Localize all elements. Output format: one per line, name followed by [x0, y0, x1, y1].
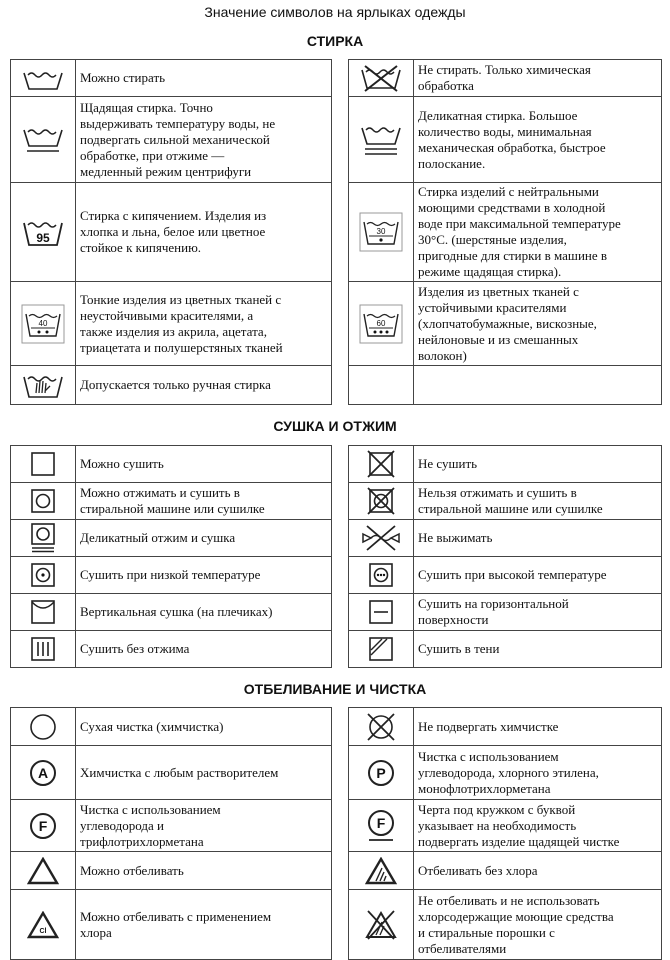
- triangle-cl-icon: [27, 911, 59, 939]
- table-row: [11, 183, 332, 282]
- wash-desc: Изделия из цветных тканей с устойчивыми красителями (хлопчатобумажные, вискозные, нейлоновые и из смешанных волокон): [418, 283, 597, 363]
- tumble-dry-icon: [30, 488, 56, 514]
- svg-text:F: F: [38, 817, 48, 834]
- svg-text:30: 30: [376, 227, 386, 236]
- table-row: [349, 594, 662, 631]
- clean-desc: Не подвергать химчистке: [418, 718, 559, 734]
- wash-desc: Не стирать. Только химическая обработка: [418, 62, 591, 93]
- no-tumble-dry-icon: [367, 487, 395, 515]
- bleach-table-left: [10, 707, 332, 960]
- drip-dry-icon: [30, 636, 56, 662]
- line-dry-icon: [30, 599, 56, 625]
- table-row: [349, 708, 662, 746]
- no-wash-icon: [359, 64, 403, 92]
- clean-desc: Можно отбеливать: [80, 862, 184, 878]
- no-wring-icon: [359, 524, 403, 552]
- table-row: [349, 97, 662, 183]
- wash-desc: Стирка изделий с нейтральными моющими средствами в холодной воде при максимальной температуре 30°С. (шерстяные изделия, пригодные для стирки в машине в режиме щадящая стирка).: [418, 184, 621, 279]
- table-row: [349, 60, 662, 97]
- tumble-dry-gentle-icon: [30, 523, 56, 553]
- dryclean-a-icon: [28, 758, 58, 788]
- table-row: [11, 852, 332, 890]
- wash-desc: Можно стирать: [80, 70, 166, 85]
- no-bleach-icon: [364, 909, 398, 941]
- table-row: [11, 631, 332, 668]
- clean-desc: Отбеливать без хлора: [418, 862, 538, 878]
- triangle-icon: [27, 857, 59, 885]
- dry-desc: Деликатный отжим и сушка: [80, 530, 236, 545]
- dry-desc: Можно отжимать и сушить в стиральной машине или сушилке: [80, 485, 265, 516]
- dry-desc: Сушить при низкой температуре: [80, 567, 261, 582]
- tumble-dry-high-icon: [368, 562, 394, 588]
- no-dryclean-icon: [365, 711, 397, 743]
- hand-wash-icon: [21, 371, 65, 399]
- washtub-60-icon: [359, 304, 403, 344]
- washtub-40-icon: [21, 304, 65, 344]
- section-title-bleach: ОТБЕЛИВАНИЕ И ЧИСТКА: [243, 681, 427, 697]
- wash-desc: Стирка с кипячением. Изделия из хлопка и льна, белое или цветное стойкое к кипячению.: [80, 208, 267, 255]
- square-icon: [30, 451, 56, 477]
- svg-text:60: 60: [376, 318, 386, 328]
- table-row: [349, 631, 662, 668]
- clean-desc: Можно отбеливать с применением хлора: [80, 908, 272, 940]
- wash-table-left: [10, 59, 332, 405]
- dry-table-right: [348, 445, 662, 668]
- table-row: [349, 483, 662, 520]
- table-row: [349, 800, 662, 852]
- table-row: [11, 446, 332, 483]
- dry-desc: Сушить при высокой температуре: [418, 567, 607, 582]
- wash-table-right: [348, 59, 662, 405]
- dry-desc: Вертикальная сушка (на плечиках): [80, 604, 273, 619]
- dryclean-p-icon: [366, 758, 396, 788]
- clean-desc: Черта под кружком с буквой указывает на необходимость подвергать изделие щадящей чистке: [418, 801, 620, 849]
- table-row: [349, 520, 662, 557]
- dryclean-f-icon: [28, 811, 58, 841]
- table-row: [11, 890, 332, 960]
- table-row: [11, 520, 332, 557]
- table-row: [349, 282, 662, 366]
- wash-desc: Тонкие изделия из цветных тканей с неустойчивыми красителями, а также изделия из акрила, ацетата, триацетата и полушерстяных тканей: [80, 291, 283, 355]
- washtub-95-icon: [21, 217, 65, 247]
- section-title-wash: СТИРКА: [306, 33, 364, 49]
- table-row: [11, 708, 332, 746]
- table-row: [11, 483, 332, 520]
- table-row: [349, 446, 662, 483]
- table-row: [11, 557, 332, 594]
- clean-desc: Сухая чистка (химчистка): [80, 718, 224, 734]
- dry-desc: Сушить на горизонтальной поверхности: [418, 596, 569, 627]
- tumble-dry-low-icon: [30, 562, 56, 588]
- table-row: [11, 366, 332, 405]
- table-row: [349, 557, 662, 594]
- svg-text:A: A: [37, 764, 49, 781]
- table-row: [349, 746, 662, 800]
- flat-dry-icon: [368, 599, 394, 625]
- wash-desc: Допускается только ручная стирка: [80, 377, 271, 392]
- dry-table-left: [10, 445, 332, 668]
- table-row: [11, 60, 332, 97]
- page-title: Значение символов на ярлыках одежды: [204, 4, 466, 20]
- svg-text:40: 40: [38, 318, 48, 328]
- wash-desc: Деликатная стирка. Большое количество воды, минимальная механическая обработка, быстрое полоскание.: [418, 107, 606, 171]
- table-row: [349, 366, 662, 405]
- svg-text:F: F: [376, 814, 386, 831]
- table-row: [11, 800, 332, 852]
- dry-desc: Нельзя отжимать и сушить в стиральной машине или сушилке: [418, 485, 603, 516]
- clean-desc: Химчистка с любым растворителем: [80, 764, 279, 780]
- table-row: [11, 746, 332, 800]
- table-row: [349, 890, 662, 960]
- table-row: [349, 852, 662, 890]
- table-row: [11, 594, 332, 631]
- washtub-delicate-icon: [359, 122, 403, 158]
- svg-text:95: 95: [36, 231, 50, 245]
- empty-cell: [349, 366, 414, 405]
- section-title-dry: СУШКА И ОТЖИМ: [273, 418, 397, 434]
- svg-text:Cl: Cl: [39, 927, 47, 935]
- bleach-table-right: [348, 707, 662, 960]
- washtub-30-icon: [359, 212, 403, 252]
- clean-desc: Чистка с использованием углеводорода, хлорного этилена, монофлотрихлорметана: [418, 748, 599, 796]
- non-chlorine-bleach-icon: [365, 857, 397, 885]
- no-dry-icon: [367, 450, 395, 478]
- table-row: [11, 282, 332, 366]
- dry-desc: Сушить в тени: [418, 641, 500, 656]
- dry-desc: Не выжимать: [418, 530, 493, 545]
- dry-desc: Сушить без отжима: [80, 641, 190, 656]
- circle-icon: [28, 712, 58, 742]
- dryclean-f-gentle-icon: [366, 809, 396, 843]
- washtub-icon: [21, 65, 65, 91]
- clean-desc: Чистка с использованием углеводорода и трифлотрихлорметана: [80, 801, 221, 849]
- dry-desc: Можно сушить: [80, 456, 164, 471]
- svg-text:P: P: [376, 764, 386, 781]
- wash-desc: Щадящая стирка. Точно выдерживать температуру воды, не подвергать сильной механической обработке, при отжиме — медленный режим центрифуги: [80, 99, 276, 179]
- table-row: [349, 183, 662, 282]
- shade-dry-icon: [368, 636, 394, 662]
- clean-desc: Не отбеливать и не использовать хлорсодержащие моющие средства и стиральные порошки с отбеливателями: [418, 892, 614, 956]
- dry-desc: Не сушить: [418, 456, 478, 471]
- empty-cell: [414, 366, 662, 405]
- table-row: [11, 97, 332, 183]
- washtub-gentle-icon: [21, 124, 65, 156]
